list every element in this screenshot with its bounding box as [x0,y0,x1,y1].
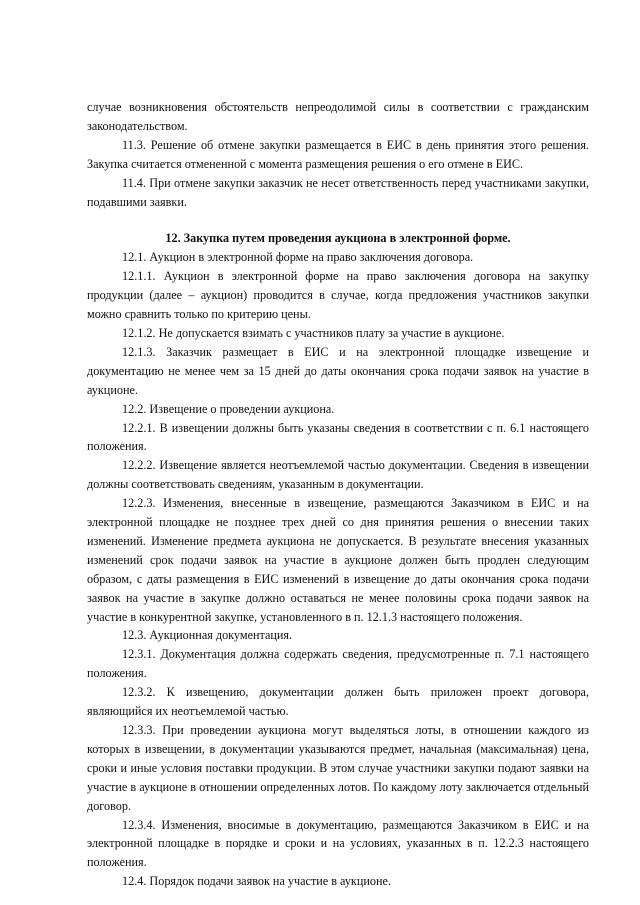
paragraph-12-1-3: 12.1.3. Заказчик размещает в ЕИС и на электронной площадке извещение и документацию не менее чем за 15 дней до даты окончания срока подачи заявок на участие в аукционе. [87,344,589,397]
paragraph-continuation: случае возникновения обстоятельств непреодолимой силы в соответствии с гражданским законодательством. [87,100,589,133]
paragraph-12-2-1: 12.2.1. В извещении должны быть указаны сведения в соответствии с п. 6.1 настоящего положения. [87,420,589,454]
document-content [87,98,589,891]
paragraph-12-3-3: 12.3.3. При проведении аукциона могут выделяться лоты, в отношении каждого из которых в извещении, в документации указываются предмет, начальная (максимальная) цена, сроки и иные условия поставки продукции. В этом случае участники закупки подают заявки на участие в аукционе в отношении определенных лотов. По каждому лоту заключается отдельный договор. [87,723,589,813]
paragraph-12-4: 12.4. Порядок подачи заявок на участие в аукционе. [122,874,391,889]
paragraph-12-2: 12.2. Извещение о проведении аукциона. [122,401,335,416]
paragraph-12-3-2: 12.3.2. К извещению, документации должен быть приложен проект договора, являющийся их неотъемлемой частью. [87,685,589,719]
paragraph-12-3-1: 12.3.1. Документация должна содержать сведения, предусмотренные п. 7.1 настоящего положения. [87,647,589,681]
paragraph-12-1-2: 12.1.2. Не допускается взимать с участников плату за участие в аукционе. [122,325,505,340]
paragraph-11-3: 11.3. Решение об отмене закупки размещается в ЕИС в день принятия этого решения. Закупка считается отмененной с момента размещения решения о его отмене в ЕИС. [87,137,589,171]
paragraph-12-3-4: 12.3.4. Изменения, вносимые в документацию, размещаются Заказчиком в ЕИС и на электронной площадке в порядке и сроки и на условиях, указанных в п. 12.2.3 настоящего положения. [87,817,589,870]
paragraph-12-1-1: 12.1.1. Аукцион в электронной форме на право заключения договора на закупку продукции (далее – аукцион) проводится в случае, когда предложения участников закупки можно сравнить только по критерию цены. [87,269,589,322]
paragraph-12-2-2: 12.2.2. Извещение является неотъемлемой частью документации. Сведения в извещении должны соответствовать сведениям, указанным в документации. [87,458,589,492]
section-heading: 12. Закупка путем проведения аукциона в электронной форме. [165,231,511,246]
paragraph-12-1: 12.1. Аукцион в электронной форме на право заключения договора. [122,250,474,265]
paragraph-12-2-3: 12.2.3. Изменения, внесенные в извещение, размещаются Заказчиком в ЕИС и на электронной площадке не позднее трех дней со дня принятия решения о внесении таких изменений. Изменение предмета аукциона не допускается. В результате внесения указанных изменений срок подачи заявок на участие в аукционе должен быть продлен следующим образом, с даты размещения в ЕИС изменений в извещение до даты окончания срока подачи заявок на участие в закупке должно оставаться не менее половины срока подачи заявок на участие в конкурентной закупке, установленного в п. 12.1.3 настоящего положения. [87,496,589,624]
paragraph-11-4: 11.4. При отмене закупки заказчик не несет ответственность перед участниками закупки, подавшими заявки. [87,175,589,209]
paragraph-12-3: 12.3. Аукционная документация. [122,628,293,643]
